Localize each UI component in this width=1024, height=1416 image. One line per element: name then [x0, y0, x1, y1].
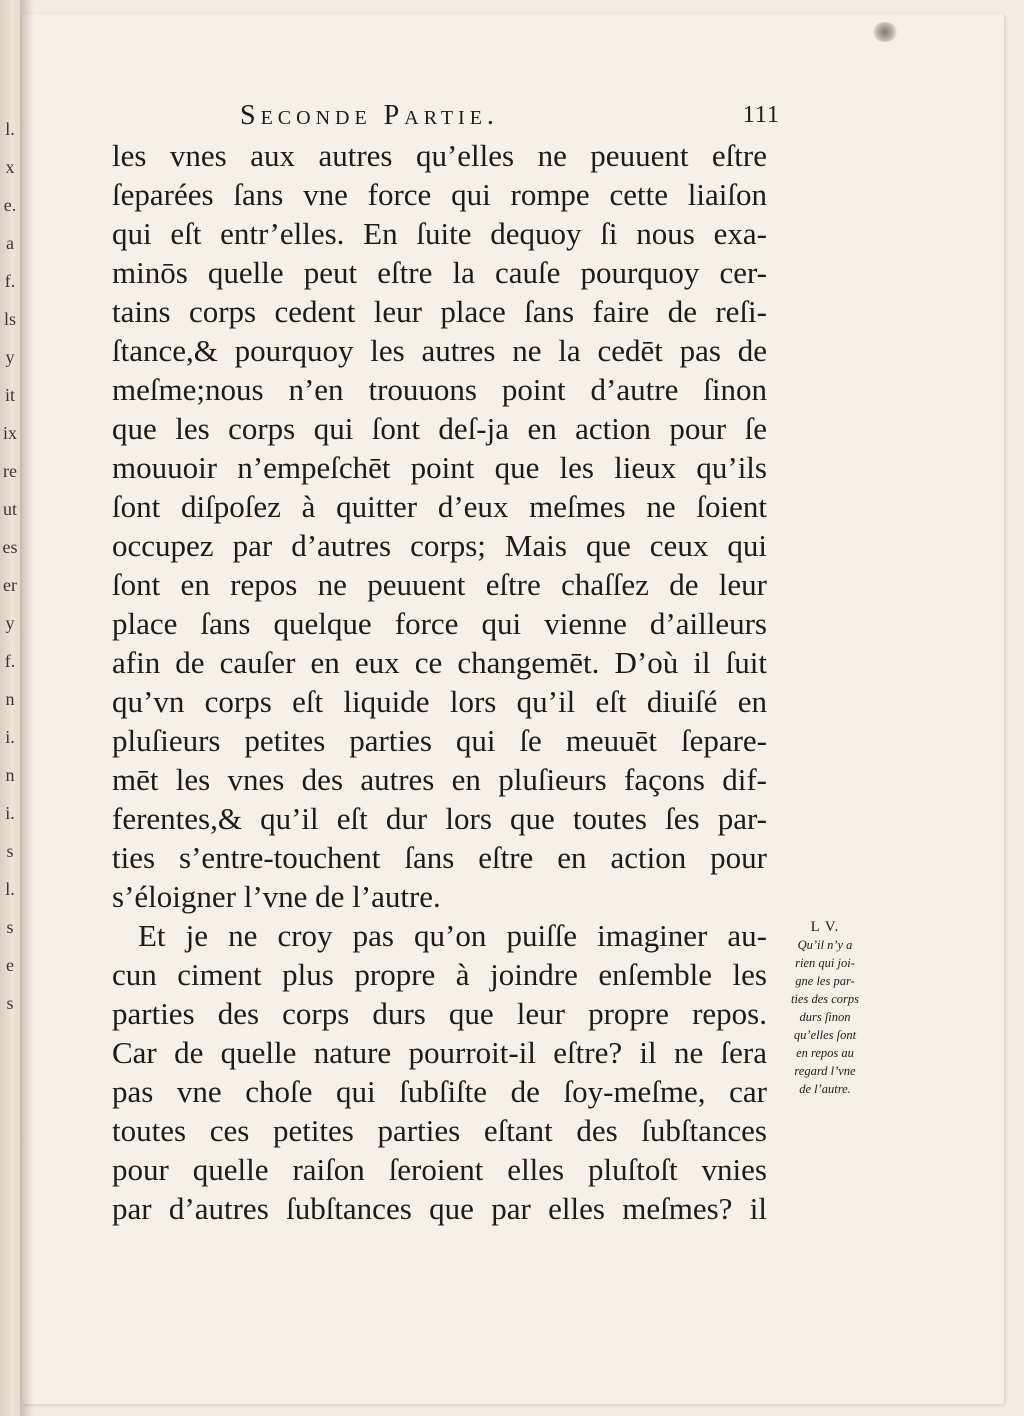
text-line: que les corps qui ſont deſ-ja en action pour ſe [112, 411, 767, 446]
marginal-note [770, 918, 880, 1098]
text-line: Et je ne croy pas qu’on puiſſe imaginer au- [138, 918, 767, 953]
text-line: pour quelle raiſon ſeroient elles pluſtoſt vnies [112, 1152, 767, 1187]
text-line: ferentes,& qu’il eſt dur lors que toutes ſes par- [112, 801, 767, 836]
edge-glyph: l. [5, 879, 15, 899]
marginal-line: regard l’vne [794, 1064, 856, 1078]
text-line: ſont en repos ne peuuent eſtre chaſſez de leur [112, 567, 767, 602]
edge-glyph: y [5, 613, 15, 633]
edge-glyph: it [4, 385, 15, 405]
text-line: afin de cauſer en eux ce changemēt. D’où il ſuit [112, 645, 767, 680]
text-line: qu’vn corps eſt liquide lors qu’il eſt diuiſé en [112, 684, 767, 719]
edge-glyph: s [6, 993, 14, 1013]
text-line: minōs quelle peut eſtre la cauſe pourquoy cer- [112, 255, 767, 290]
text-line: place ſans quelque force qui vienne d’ailleurs [112, 606, 767, 641]
text-line: meſme;nous n’en trouuons point d’autre ſinon [112, 372, 767, 407]
edge-glyph: er [3, 575, 17, 595]
text-line: parties des corps durs que leur propre repos. [112, 996, 767, 1031]
ink-stain [872, 22, 898, 42]
text-line: ties s’entre-touchent ſans eſtre en action pour [112, 840, 767, 875]
edge-glyph: s [6, 917, 14, 937]
edge-glyph: es [2, 537, 18, 557]
text-line: par d’autres ſubſtances que par elles meſmes? il [112, 1191, 767, 1226]
edge-glyph: ls [3, 309, 16, 329]
running-head [240, 100, 780, 140]
marginal-line: de l’autre. [799, 1082, 851, 1096]
body-text [112, 136, 767, 1228]
edge-glyph: ut [2, 499, 17, 519]
running-head-title: Seconde Partie. [240, 100, 499, 131]
text-line: pas vne choſe qui ſubſiſte de ſoy-meſme, car [112, 1074, 767, 1109]
text-line: ſeparées ſans vne force qui rompe cette liaiſon [112, 177, 767, 212]
marginal-line: rien qui joi- [795, 956, 855, 970]
text-line: Car de quelle nature pourroit-il eſtre? il ne ſera [112, 1035, 767, 1070]
text-line: occupez par d’autres corps; Mais que ceux qui [112, 528, 767, 563]
text-line: cun ciment plus propre à joindre enſemble les [112, 957, 767, 992]
edge-glyph: i. [5, 803, 15, 823]
text-line: ſont diſpoſez à quitter d’eux meſmes ne ſoient [112, 489, 767, 524]
edge-glyph: a [6, 233, 14, 253]
edge-glyph: y [5, 347, 15, 367]
facing-page-edge-text [2, 110, 18, 1022]
edge-glyph: e [6, 955, 14, 975]
edge-glyph: e. [3, 195, 17, 215]
gutter-shadow [20, 0, 34, 1416]
edge-glyph: n [5, 765, 15, 785]
marginal-line: Qu’il n’y a [797, 938, 853, 952]
marginal-line: qu’elles ſont [793, 1028, 857, 1042]
marginal-line: ties des corps [790, 992, 860, 1006]
page-number: 111 [742, 102, 780, 128]
marginal-article-number: L V. [810, 919, 840, 935]
text-line: mēt les vnes des autres en pluſieurs façons dif- [112, 762, 767, 797]
text-line: s’éloigner l’vne de l’autre. [112, 879, 441, 914]
edge-glyph: f. [4, 271, 16, 291]
text-line: toutes ces petites parties eſtant des ſubſtances [112, 1113, 767, 1148]
marginal-line: gne les par- [795, 974, 855, 988]
edge-glyph: f. [4, 651, 16, 671]
marginal-line: durs ſinon [799, 1010, 851, 1024]
text-line: mouuoir n’empeſchēt point que les lieux qu’ils [112, 450, 767, 485]
edge-glyph: n [5, 689, 15, 709]
text-line: pluſieurs petites parties qui ſe meuuēt ſepare- [112, 723, 767, 758]
edge-glyph: l. [5, 119, 15, 139]
edge-glyph: s [6, 841, 14, 861]
text-line: tains corps cedent leur place ſans faire de reſi- [112, 294, 767, 329]
edge-glyph: ix [2, 423, 17, 443]
marginal-line: en repos au [796, 1046, 854, 1060]
edge-glyph: i. [5, 727, 15, 747]
text-line: les vnes aux autres qu’elles ne peuuent eſtre [112, 138, 767, 173]
edge-glyph: re [3, 461, 17, 481]
edge-glyph: x [5, 157, 15, 177]
text-line: qui eſt entr’elles. En ſuite dequoy ſi nous exa- [112, 216, 767, 251]
text-line: ſtance,& pourquoy les autres ne la cedēt pas de [112, 333, 767, 368]
